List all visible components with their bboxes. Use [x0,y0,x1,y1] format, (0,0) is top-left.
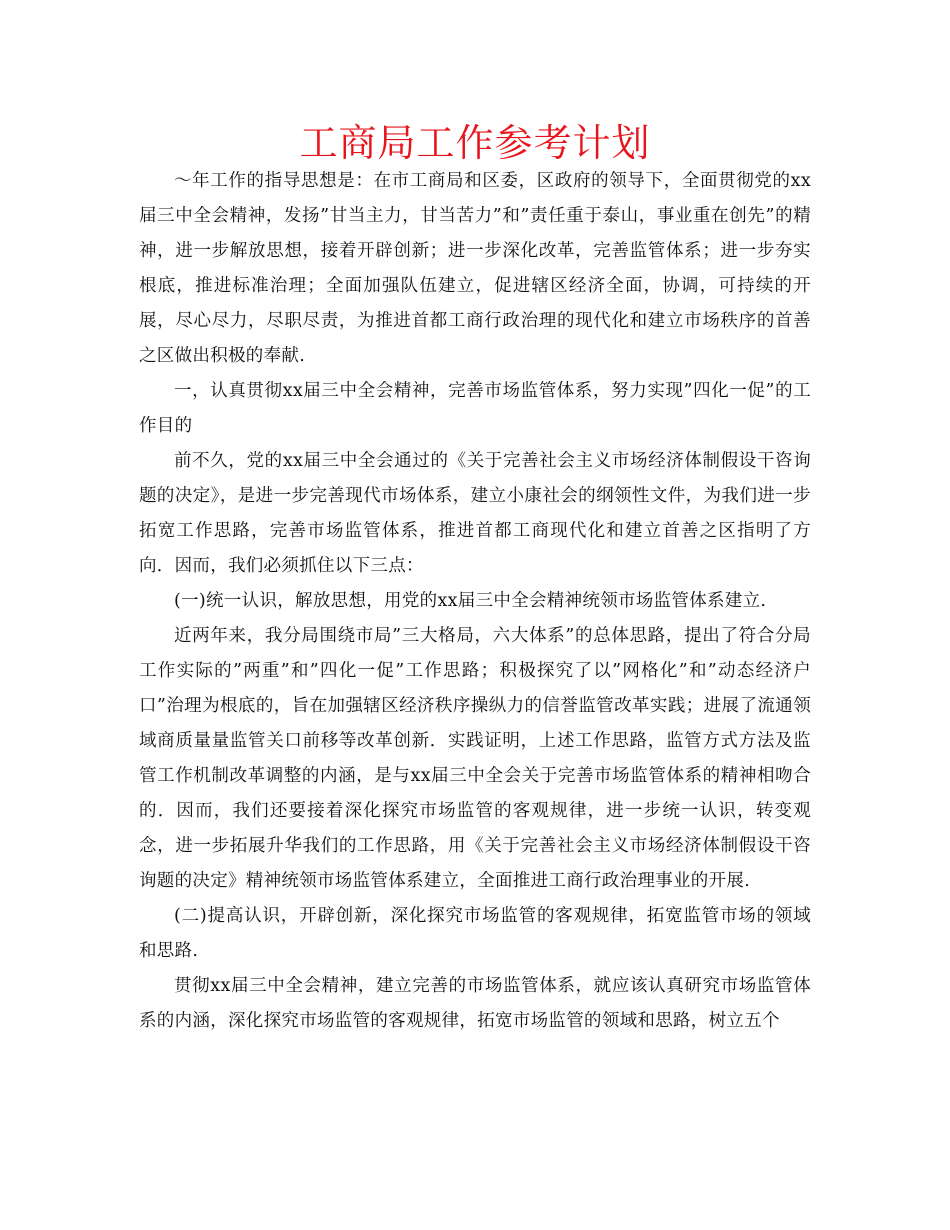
paragraph-implementation: 贯彻xx届三中全会精神，建立完善的市场监管体系，就应该认真研究市场监管体系的内涵，深化探究市场监管的客观规律，拓宽市场监管的领域和思路，树立五个 [139,976,811,1031]
paragraph-point-one: (一)统一认识，解放思想，用党的xx届三中全会精神统领市场监管体系建立. [174,591,767,611]
document-title: 工商局工作参考计划 [299,121,651,165]
paragraph-decision-intro: 前不久，党的xx届三中全会通过的《关于完善社会主义市场经济体制假设干咨询题的决定》，是进一步完善现代市场体系，建立小康社会的纲领性文件，为我们进一步拓宽工作思路，完善市场监管体系，推进首都工商现代化和建立首善之区指明了方向．因而，我们必须抓住以下三点： [139,451,811,576]
paragraph-guiding-ideology: ～年工作的指导思想是：在市工商局和区委，区政府的领导下，全面贯彻党的xx届三中全会精神，发扬”甘当主力，甘当苦力”和”责任重于泰山，事业重在创先”的精神，进一步解放思想，接着开辟创新；进一步深化改革，完善监管体系；进一步夯实根底，推进标准治理；全面加强队伍建立，促进辖区经济全面，协调，可持续的开展，尽心尽力，尽职尽责，为推进首都工商行政治理的现代化和建立市场秩序的首善之区做出积极的奉献. [139,171,811,366]
paragraph-recent-work: 近两年来，我分局围绕市局”三大格局，六大体系”的总体思路，提出了符合分局工作实际的”两重”和”四化一促”工作思路；积极探究了以”网格化”和”动态经济户口”治理为根底的，旨在加强辖区经济秩序操纵力的信誉监管改革实践；进展了流通领域商质量量监管关口前移等改革创新．实践证明，上述工作思路，监管方式方法及监管工作机制改革调整的内涵，是与xx届三中全会关于完善市场监管体系的精神相吻合的．因而，我们还要接着深化探究市场监管的客观规律，进一步统一认识，转变观念，进一步拓展升华我们的工作思路，用《关于完善社会主义市场经济体制假设干咨询题的决定》精神统领市场监管体系建立，全面推进工商行政治理事业的开展. [139,626,811,891]
paragraph-section-one-heading: 一，认真贯彻xx届三中全会精神，完善市场监管体系，努力实现”四化一促”的工作目的 [139,381,811,436]
document-body [139,164,811,1039]
paragraph-point-two: (二)提高认识，开辟创新，深化探究市场监管的客观规律，拓宽监管市场的领域和思路. [139,906,811,961]
